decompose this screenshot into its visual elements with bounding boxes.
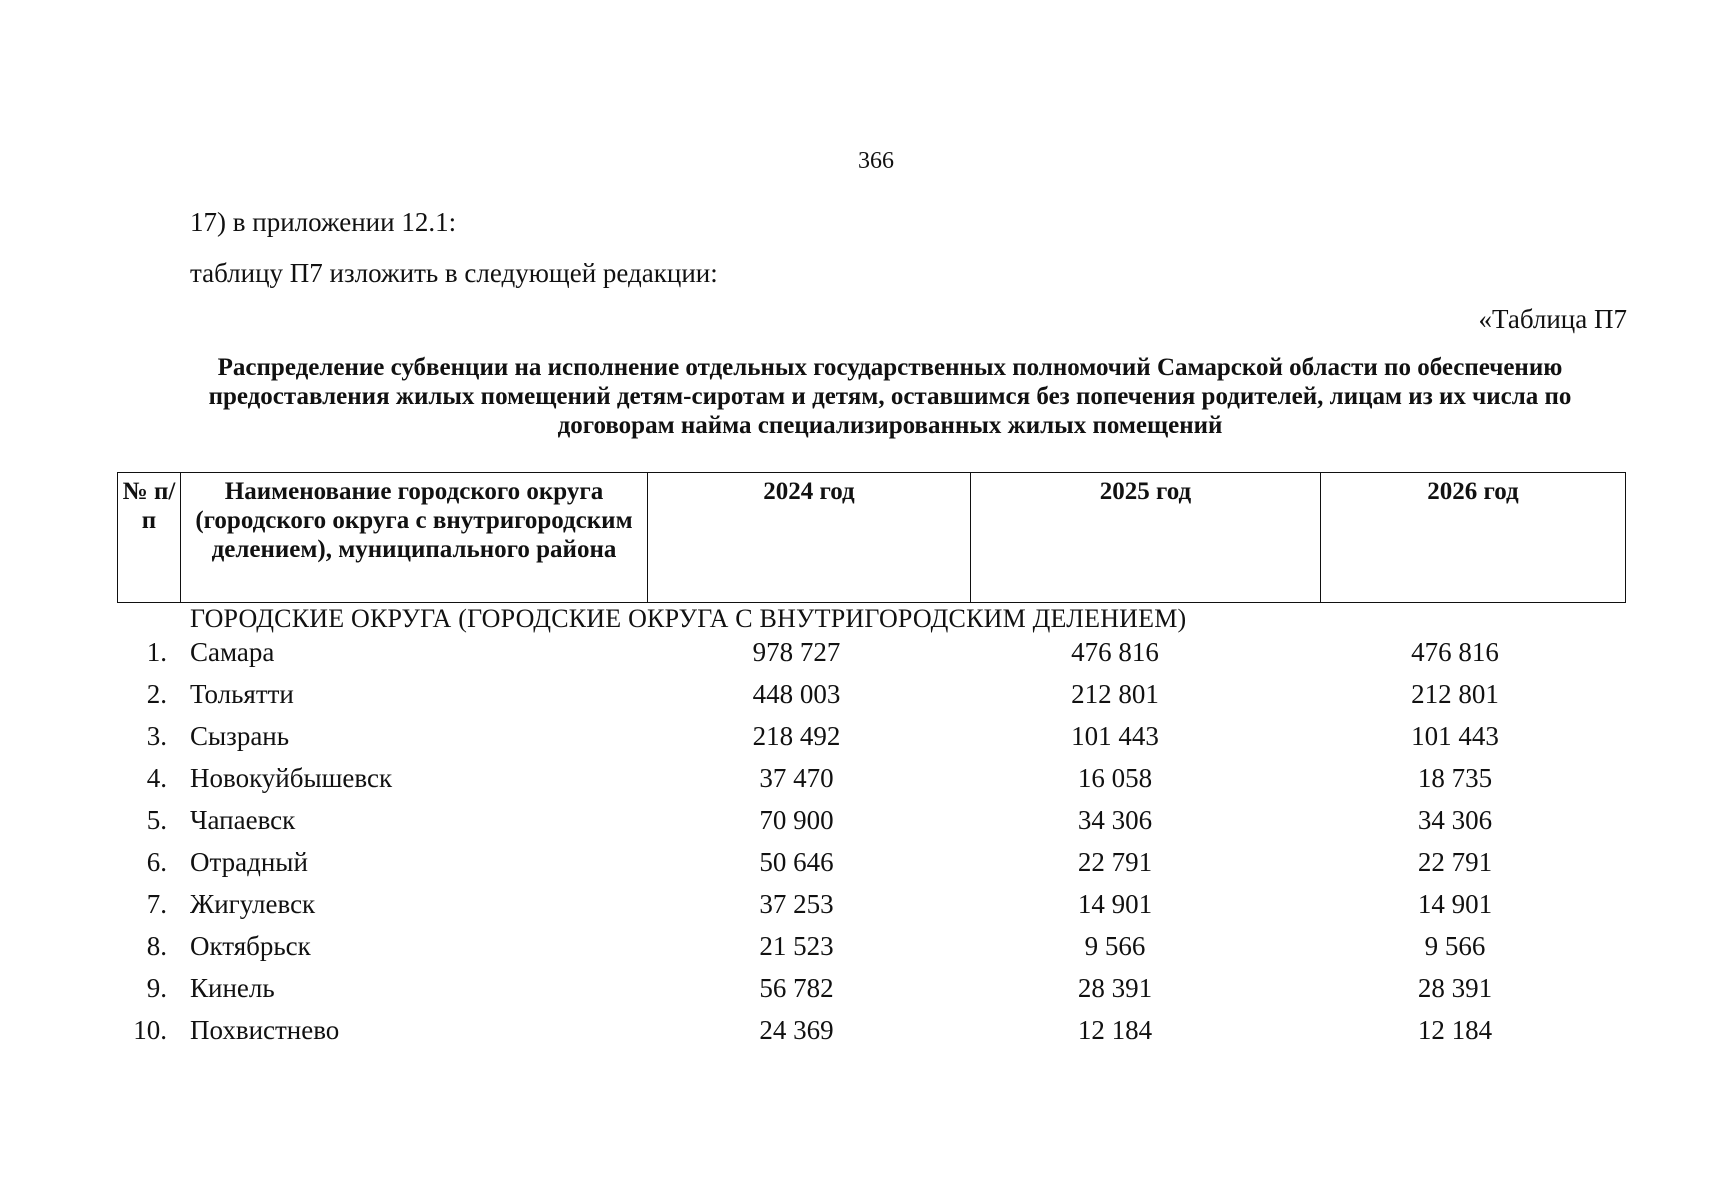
row-value-2024: 218 492 <box>752 721 841 751</box>
page-number: 366 <box>858 148 894 174</box>
table-heading: Распределение субвенции на исполнение отдельных государственных полномочий Самарской области по обеспечению предоставления жилых помещений детям-сиротам и детям, оставшимся без попечения родителей, лицам из их числа по договорам найма специализированных жилых помещений <box>208 354 1572 439</box>
row-value-2025: 22 791 <box>1077 847 1153 877</box>
intro-line-1: 17) в приложении 12.1: <box>190 207 457 237</box>
row-value-2026: 212 801 <box>1411 679 1499 709</box>
header-year-2024: 2024 год <box>648 473 971 603</box>
row-num: 10. <box>133 1015 167 1045</box>
table-row <box>0 1015 1722 1057</box>
row-name: Новокуйбышевск <box>190 763 393 793</box>
row-value-2024: 37 470 <box>759 763 834 793</box>
row-value-2025: 476 816 <box>1071 637 1159 667</box>
row-num: 7. <box>146 889 167 919</box>
row-value-2025: 14 901 <box>1077 889 1153 919</box>
header-num: № п/п <box>118 473 181 603</box>
header-year-2025: 2025 год <box>971 473 1321 603</box>
row-value-2024: 56 782 <box>759 973 834 1003</box>
row-name: Чапаевск <box>190 805 296 835</box>
header-row <box>118 473 1626 603</box>
row-value-2024: 978 727 <box>752 637 841 667</box>
row-num: 9. <box>146 973 167 1003</box>
row-value-2025: 101 443 <box>1071 721 1159 751</box>
row-value-2024: 37 253 <box>759 889 834 919</box>
table-row <box>0 763 1722 805</box>
row-name: Самара <box>190 637 275 667</box>
row-value-2024: 70 900 <box>759 805 834 835</box>
row-value-2026: 101 443 <box>1411 721 1499 751</box>
row-value-2026: 34 306 <box>1417 805 1493 835</box>
table-row <box>0 973 1722 1015</box>
header-name: Наименование городского округа (городского округа с внутригородским делением), муниципального района <box>181 473 648 603</box>
row-name: Похвистнево <box>190 1015 340 1045</box>
row-name: Сызрань <box>190 721 290 751</box>
row-value-2025: 212 801 <box>1071 679 1159 709</box>
row-num: 3. <box>146 721 167 751</box>
table-row <box>0 931 1722 973</box>
row-name: Октябрьск <box>190 931 311 961</box>
row-value-2026: 18 735 <box>1417 763 1493 793</box>
table-row <box>0 679 1722 721</box>
header-year-2026: 2026 год <box>1321 473 1626 603</box>
row-value-2025: 34 306 <box>1077 805 1153 835</box>
row-num: 5. <box>146 805 167 835</box>
table-header <box>117 472 1626 603</box>
row-value-2025: 28 391 <box>1077 973 1153 1003</box>
intro-line-2: таблицу П7 изложить в следующей редакции: <box>190 258 718 288</box>
row-value-2026: 9 566 <box>1424 931 1486 961</box>
row-name: Отрадный <box>190 847 308 877</box>
row-num: 1. <box>146 637 167 667</box>
row-value-2025: 9 566 <box>1084 931 1146 961</box>
row-value-2025: 12 184 <box>1077 1015 1153 1045</box>
table-row <box>0 721 1722 763</box>
row-num: 8. <box>146 931 167 961</box>
section-title: ГОРОДСКИЕ ОКРУГА (ГОРОДСКИЕ ОКРУГА С ВНУТРИГОРОДСКИМ ДЕЛЕНИЕМ) <box>190 604 1187 633</box>
row-name: Кинель <box>190 973 275 1003</box>
row-value-2024: 50 646 <box>759 847 834 877</box>
row-value-2026: 22 791 <box>1417 847 1493 877</box>
row-value-2026: 12 184 <box>1417 1015 1493 1045</box>
row-value-2025: 16 058 <box>1077 763 1153 793</box>
row-value-2026: 14 901 <box>1417 889 1493 919</box>
row-num: 6. <box>146 847 167 877</box>
row-value-2024: 24 369 <box>759 1015 834 1045</box>
table-row <box>0 847 1722 889</box>
row-value-2024: 21 523 <box>759 931 834 961</box>
table-row <box>0 889 1722 931</box>
row-value-2026: 28 391 <box>1417 973 1493 1003</box>
row-num: 2. <box>146 679 167 709</box>
table-row <box>0 805 1722 847</box>
row-num: 4. <box>146 763 167 793</box>
table-caption: «Таблица П7 <box>1478 304 1627 334</box>
row-name: Жигулевск <box>190 889 316 919</box>
table-row <box>0 637 1722 679</box>
row-value-2026: 476 816 <box>1411 637 1499 667</box>
row-name: Тольятти <box>190 679 294 709</box>
row-value-2024: 448 003 <box>752 679 841 709</box>
